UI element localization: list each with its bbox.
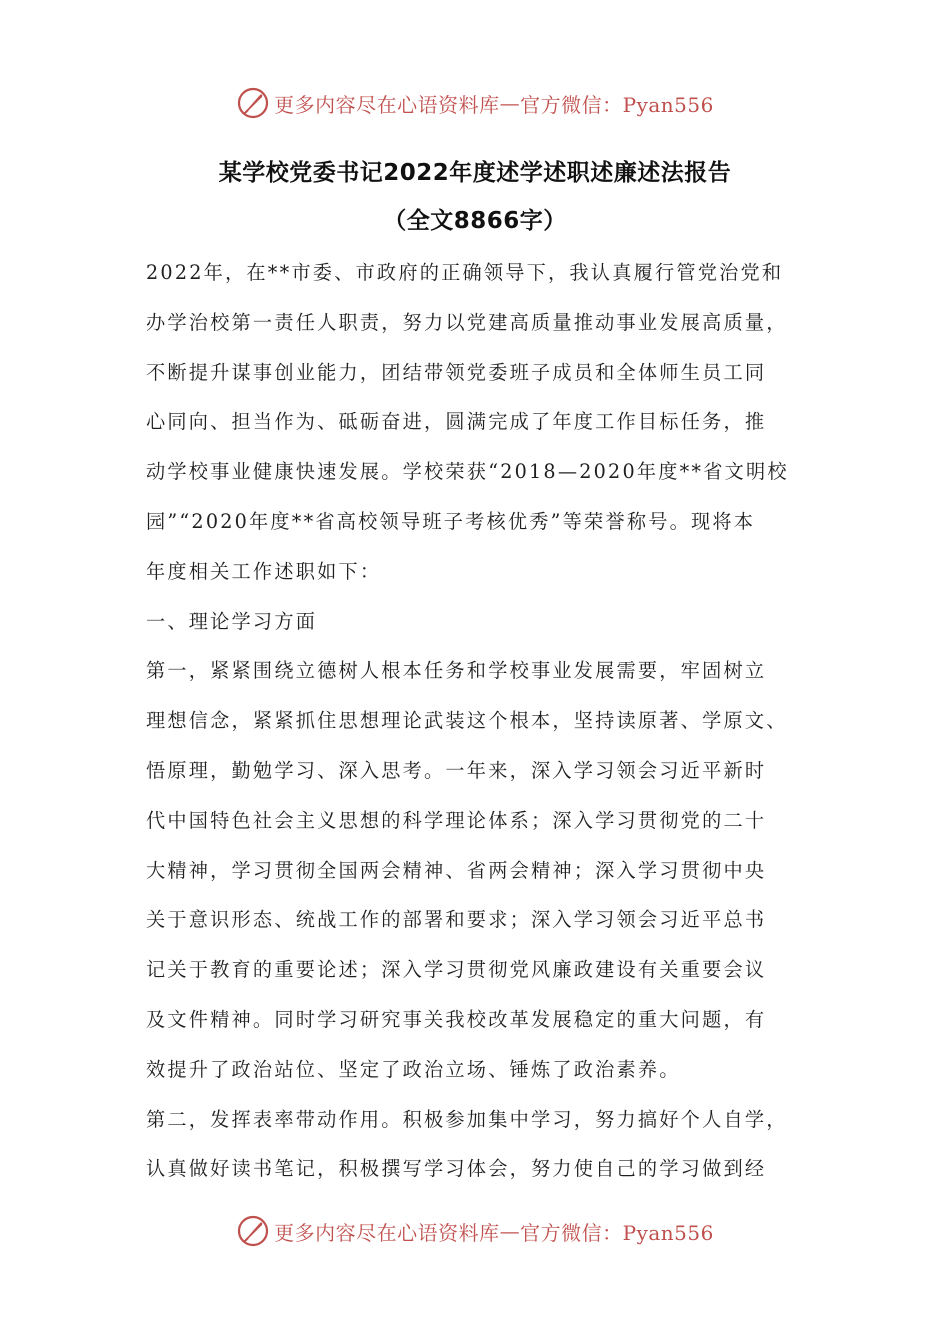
body-line: 效提升了政治站位、坚定了政治立场、锤炼了政治素养。 — [146, 1057, 681, 1081]
body-line: 悟原理，勤勉学习、深入思考。一年来，深入学习领会习近平新时 — [146, 758, 767, 782]
body-line: 动学校事业健康快速发展。学校荣获“2018—2020年度**省文明校 — [146, 460, 789, 484]
body-line: 记关于教育的重要论述；深入学习贯彻党风廉政建设有关重要会议 — [146, 958, 767, 982]
body-line: 及文件精神。同时学习研究事关我校改革发展稳定的重大问题，有 — [146, 1007, 767, 1031]
body-line: 代中国特色社会主义思想的科学理论体系；深入学习贯彻党的二十 — [146, 808, 767, 832]
body-line: 心同向、担当作为、砥砺奋进，圆满完成了年度工作目标任务，推 — [146, 410, 767, 434]
body-line: 理想信念，紧紧抓住思想理论武装这个根本，坚持读原著、学原文、 — [146, 709, 788, 733]
body-line: 园”“2020年度**省高校领导班子考核优秀”等荣誉称号。现将本 — [146, 509, 756, 533]
banner-site-name: 更多内容尽在心语资料库 — [274, 92, 500, 117]
body-line: 第一，紧紧围绕立德树人根本任务和学校事业发展需要，牢固树立 — [146, 659, 767, 683]
section-heading: 一、理论学习方面 — [146, 609, 318, 633]
document-subtitle: （全文8866字） — [383, 208, 567, 234]
body-line: 第二，发挥表率带动作用。积极参加集中学习，努力搞好个人自学， — [146, 1107, 788, 1131]
body-line: 不断提升谋事创业能力，团结带领党委班子成员和全体师生员工同 — [146, 360, 767, 384]
banner-dash: — — [499, 91, 521, 115]
header-watermark-banner — [0, 83, 950, 123]
body-line: 认真做好读书笔记，积极撰写学习体会，努力使自己的学习做到经 — [146, 1157, 767, 1181]
body-line: 办学治校第一责任人职责，努力以党建高质量推动事业发展高质量， — [146, 310, 788, 334]
footer-watermark-banner — [0, 1211, 950, 1251]
document-title: 某学校党委书记2022年度述学述职述廉述法报告 — [218, 160, 732, 186]
body-line: 2022年，在**市委、市政府的正确领导下，我认真履行管党治党和 — [146, 261, 784, 284]
banner-site-name: 更多内容尽在心语资料库 — [274, 1220, 500, 1245]
quill-logo-icon — [236, 1214, 270, 1248]
banner-dash: — — [499, 1219, 521, 1243]
banner-wechat: 官方微信：Pyan556 — [520, 92, 714, 117]
body-line: 关于意识形态、统战工作的部署和要求；深入学习领会习近平总书 — [146, 908, 767, 932]
quill-logo-icon — [236, 86, 270, 120]
body-line: 大精神，学习贯彻全国两会精神、省两会精神；深入学习贯彻中央 — [146, 858, 767, 882]
banner-wechat: 官方微信：Pyan556 — [520, 1220, 714, 1245]
body-line: 年度相关工作述职如下： — [146, 559, 382, 583]
document-body — [146, 248, 826, 1194]
